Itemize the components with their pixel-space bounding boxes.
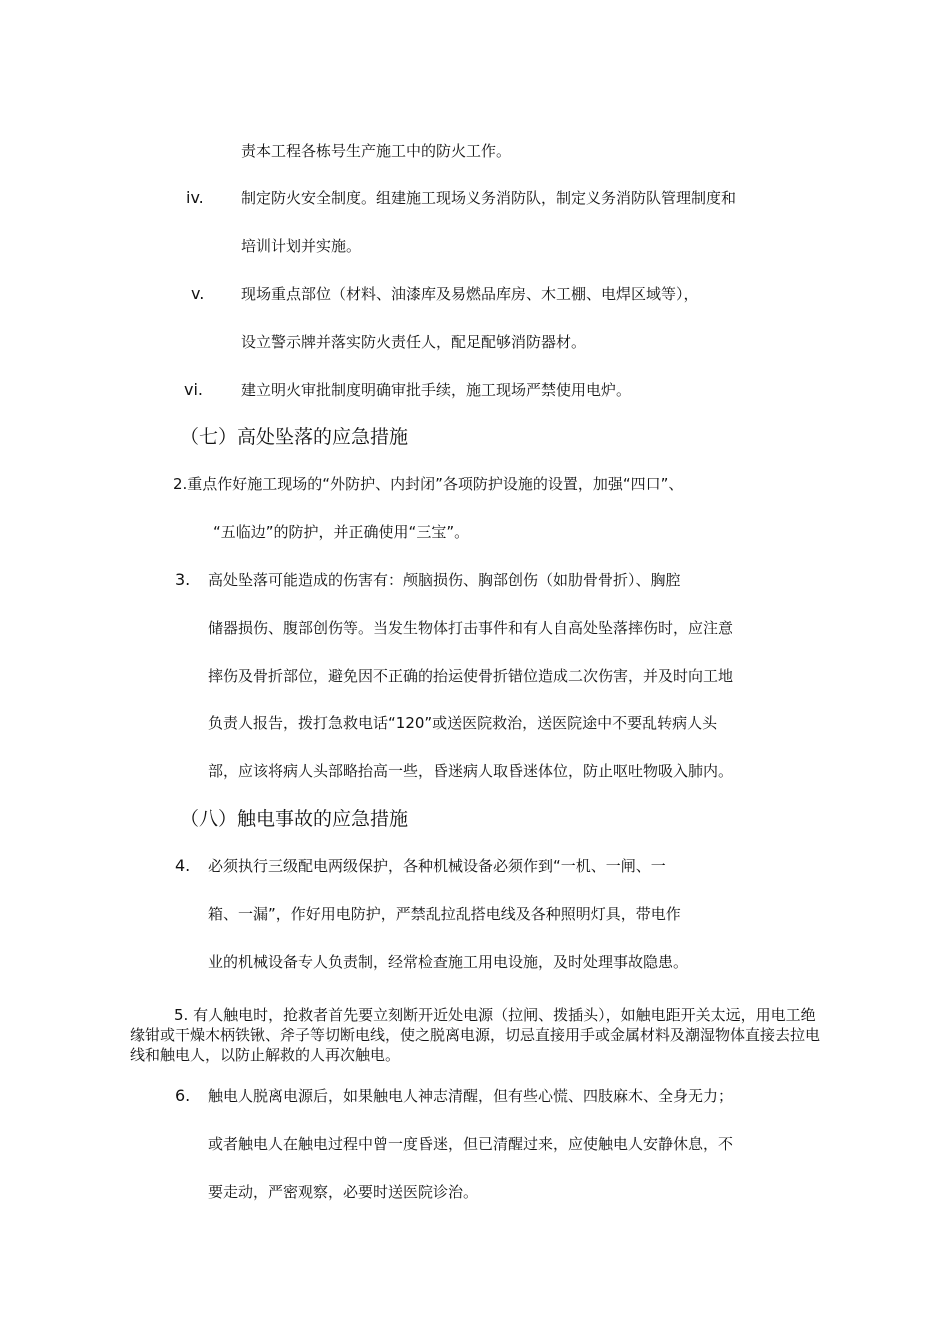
item-3-line-4: 负责人报告，拨打急救电话“120”或送医院救治，送医院途中不要乱转病人头 [208, 714, 718, 732]
item-3-line-3: 摔伤及骨折部位，避免因不正确的抬运使骨折错位造成二次伤害，并及时向工地 [208, 667, 734, 685]
list-marker-v: v. [191, 284, 205, 303]
item-3-line-5: 部，应该将病人头部略抬高一些，昏迷病人取昏迷体位，防止呕吐物吸入肺内。 [208, 762, 734, 780]
item-4-line-3: 业的机械设备专人负责制，经常检查施工用电设施，及时处理事故隐患。 [208, 953, 689, 971]
item-iv-line-2: 培训计划并实施。 [241, 237, 362, 255]
section-heading-seven: （七）高处坠落的应急措施 [180, 426, 409, 448]
item-iv-line-1: 制定防火安全制度。组建施工现场义务消防队，制定义务消防队管理制度和 [241, 189, 737, 207]
item-v-line-1: 现场重点部位（材料、油漆库及易燃品库房、木工棚、电焊区域等）， [241, 285, 699, 303]
section-heading-eight: （八）触电事故的应急措施 [180, 808, 409, 830]
list-marker-iv: iv. [186, 188, 204, 207]
item-v-line-2: 设立警示牌并落实防火责任人，配足配够消防器材。 [241, 333, 587, 351]
item-6-line-3: 要走动，严密观察，必要时送医院诊治。 [208, 1183, 479, 1201]
item-2-line-2: “五临边”的防护，并正确使用“三宝”。 [213, 523, 470, 541]
item-5-paragraph: 5. 有人触电时，抢救者首先要立刻断开近处电源（拉闸、拨插头），如触电距开关太远，用电工绝缘钳或干燥木柄铁锹、斧子等切断电线，使之脱离电源，切忌直接用手或金属材料及潮湿物体直接去拉电线和触电人，以防止解救的人再次触电。 [130, 1006, 821, 1064]
item-vi-line-1: 建立明火审批制度明确审批手续，施工现场严禁使用电炉。 [241, 381, 632, 399]
fire-item-continuation: 责本工程各栋号生产施工中的防火工作。 [241, 142, 512, 160]
list-marker-vi: vi. [184, 380, 203, 399]
item-2-line-1: 2.重点作好施工现场的“外防护、内封闭”各项防护设施的设置，加强“四口”、 [173, 475, 684, 493]
item-6-line-2: 或者触电人在触电过程中曾一度昏迷，但已清醒过来，应使触电人安静休息，不 [208, 1135, 734, 1153]
item-3-line-2: 储器损伤、腹部创伤等。当发生物体打击事件和有人自高处坠落摔伤时，应注意 [208, 619, 734, 637]
item-3-line-1: 高处坠落可能造成的伤害有：颅脑损伤、胸部创伤（如肋骨骨折）、胸腔 [208, 571, 681, 589]
item-6-line-1: 触电人脱离电源后，如果触电人神志清醒，但有些心慌、四肢麻木、全身无力； [208, 1087, 734, 1105]
item-4-line-2: 箱、一漏”，作好用电防护，严禁乱拉乱搭电线及各种照明灯具，带电作 [208, 905, 681, 923]
list-marker-6: 6. [175, 1086, 191, 1105]
item-4-line-1: 必须执行三级配电两级保护，各种机械设备必须作到“一机、一闸、一 [208, 857, 666, 875]
list-marker-3: 3. [175, 570, 191, 589]
list-marker-4: 4. [175, 856, 191, 875]
